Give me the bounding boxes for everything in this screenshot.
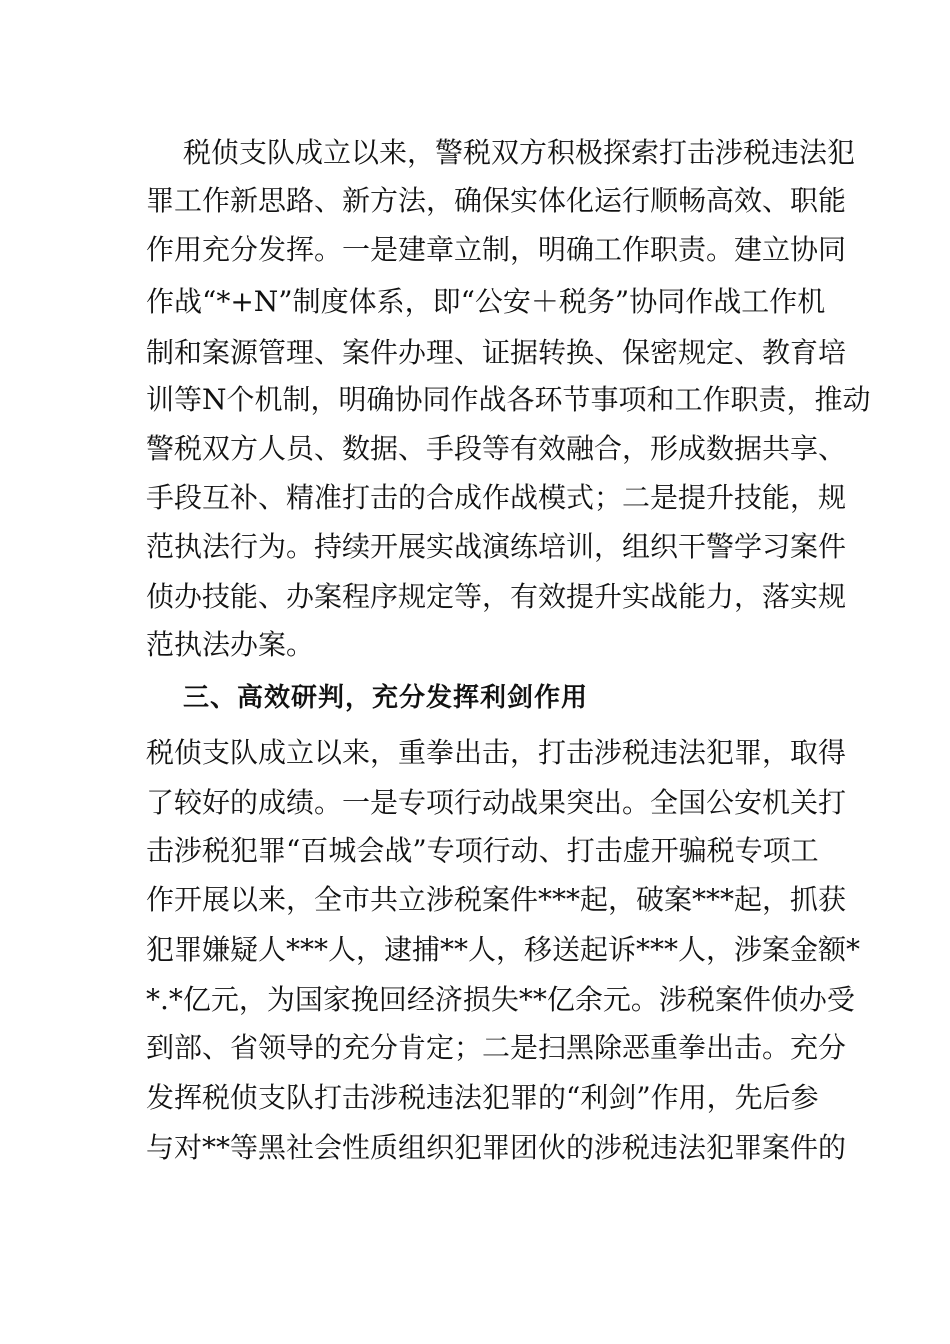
paragraph-line: 与对**等黑社会性质组织犯罪团伙的涉税违法犯罪案件的 <box>146 1131 847 1164</box>
paragraph-line: 作开展以来，全市共立涉税案件***起，破案***起，抓获 <box>146 883 847 916</box>
paragraph-line: 警税双方人员、数据、手段等有效融合，形成数据共享、 <box>146 432 847 465</box>
paragraph-line: 范执法办案。 <box>146 628 315 661</box>
paragraph-line: 制和案源管理、案件办理、证据转换、保密规定、教育培 <box>146 336 847 369</box>
section-heading: 三、高效研判，充分发挥利剑作用 <box>183 683 589 713</box>
paragraph-line: 税侦支队成立以来，警税双方积极探索打击涉税违法犯 <box>183 136 856 169</box>
paragraph-line: 犯罪嫌疑人***人，逮捕**人，移送起诉***人，涉案金额* <box>146 933 861 966</box>
paragraph-line: 范执法行为。持续开展实战演练培训，组织干警学习案件 <box>146 530 847 563</box>
paragraph-line: 训等N个机制，明确协同作战各环节事项和工作职责，推动 <box>146 383 871 416</box>
paragraph-line: 击涉税犯罪“百城会战”专项行动、打击虚开骗税专项工 <box>146 834 819 867</box>
paragraph-line: 到部、省领导的充分肯定；二是扫黑除恶重拳出击。充分 <box>146 1031 847 1064</box>
paragraph-line: 手段互补、精准打击的合成作战模式；二是提升技能，规 <box>146 481 847 514</box>
paragraph-line: 作战“*+N”制度体系，即“公安＋税务”协同作战工作机 <box>146 285 826 318</box>
paragraph-line: 发挥税侦支队打击涉税违法犯罪的“利剑”作用，先后参 <box>146 1081 819 1114</box>
paragraph-line: *.*亿元，为国家挽回经济损失**亿余元。涉税案件侦办受 <box>146 983 855 1016</box>
paragraph-line: 作用充分发挥。一是建章立制，明确工作职责。建立协同 <box>146 233 847 266</box>
paragraph-line: 了较好的成绩。一是专项行动战果突出。全国公安机关打 <box>146 786 847 819</box>
paragraph-line: 侦办技能、办案程序规定等，有效提升实战能力，落实规 <box>146 580 847 613</box>
paragraph-line: 罪工作新思路、新方法，确保实体化运行顺畅高效、职能 <box>146 184 847 217</box>
paragraph-line: 税侦支队成立以来，重拳出击，打击涉税违法犯罪，取得 <box>146 736 847 769</box>
